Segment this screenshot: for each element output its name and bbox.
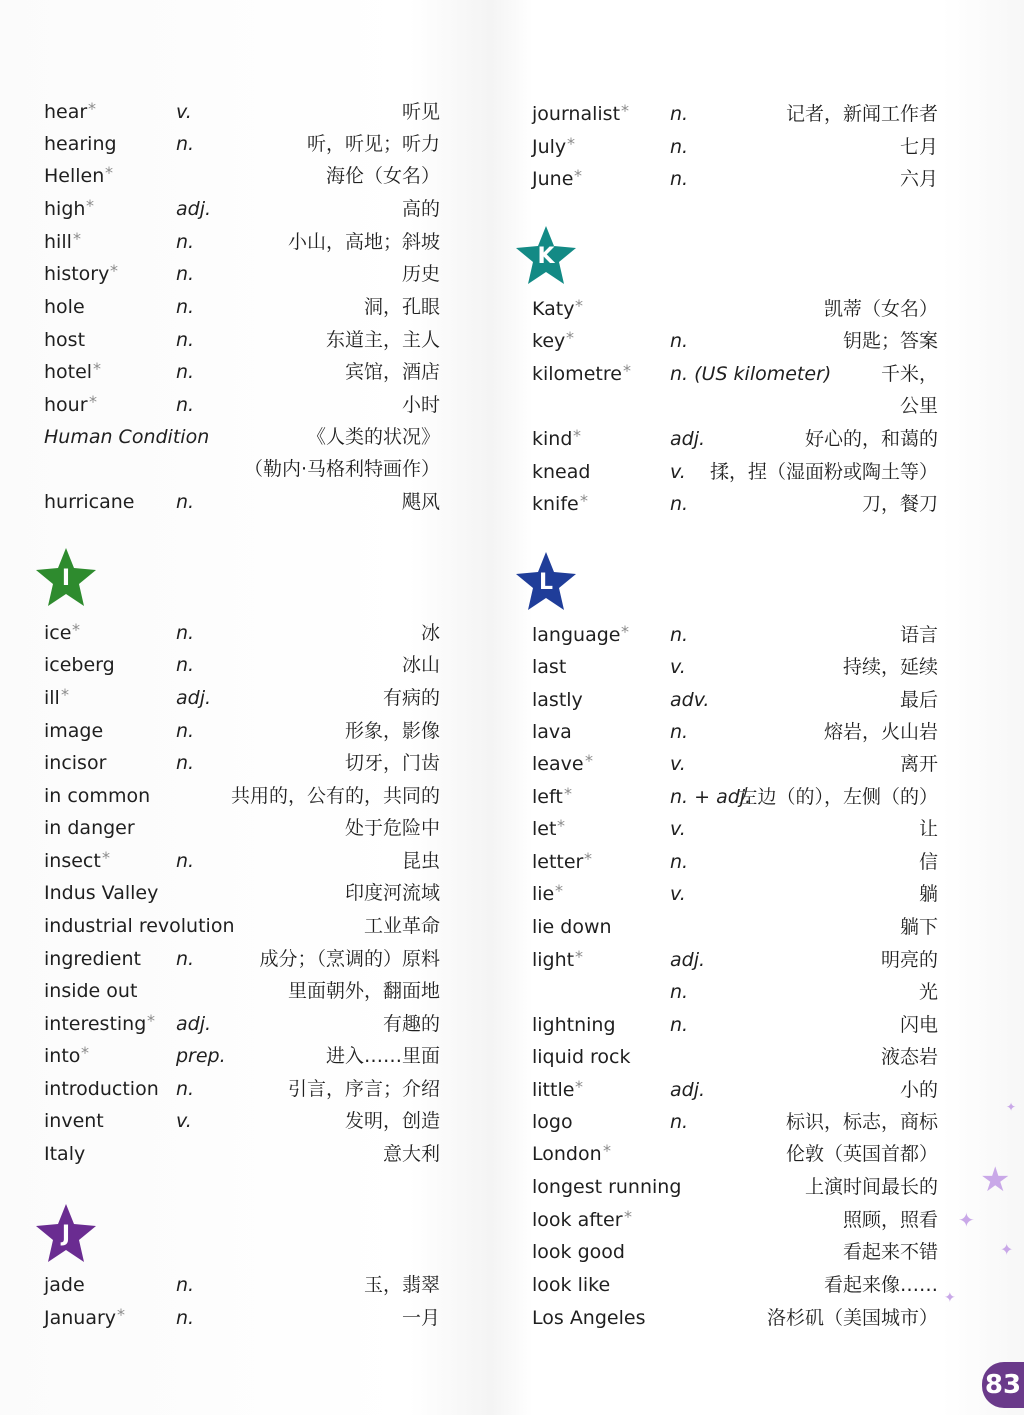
core-word-asterisk: *	[621, 622, 629, 641]
entry-word: July	[532, 136, 567, 158]
glossary-entry	[532, 423, 938, 455]
glossary-entry	[44, 780, 440, 812]
entry-word: hill	[44, 231, 72, 253]
entry-meaning: 飓风	[401, 491, 440, 513]
glossary-entry	[532, 1138, 938, 1170]
entry-meaning: 小的	[899, 1079, 938, 1101]
entry-meaning: 一月	[401, 1307, 440, 1329]
entry-meaning: 冰	[420, 622, 440, 644]
entry-part-of-speech: adj.	[670, 1079, 706, 1101]
glossary-entry	[532, 619, 938, 651]
entry-word: invent	[44, 1110, 104, 1132]
glossary-entry	[532, 781, 938, 813]
entry-meaning: 共用的，公有的，共同的	[230, 785, 440, 807]
entry-word: insect	[44, 850, 101, 872]
entry-part-of-speech: n.	[176, 850, 195, 872]
entry-meaning: 记者，新闻工作者	[785, 103, 938, 125]
glossary-entry	[44, 128, 440, 160]
entry-word: Los Angeles	[532, 1307, 646, 1329]
glossary-entry	[532, 1236, 938, 1268]
entry-word: letter	[532, 851, 584, 873]
entry-meaning: 闪电	[899, 1014, 938, 1036]
section-j-star-icon	[34, 1202, 98, 1266]
core-word-asterisk: *	[564, 784, 572, 803]
core-word-asterisk: *	[117, 1305, 125, 1324]
glossary-entry	[532, 390, 938, 422]
entry-word: in danger	[44, 817, 135, 839]
glossary-entry	[532, 456, 938, 488]
entry-meaning: 六月	[899, 168, 938, 190]
entry-meaning: 工业革命	[363, 915, 440, 937]
entry-word: lightning	[532, 1014, 616, 1036]
entry-part-of-speech: v.	[670, 656, 686, 678]
entry-meaning: 进入……里面	[325, 1045, 440, 1067]
entry-part-of-speech: n.	[176, 263, 195, 285]
core-word-asterisk: *	[81, 1043, 89, 1062]
entry-part-of-speech: v.	[670, 753, 686, 775]
glossary-entry	[44, 1138, 440, 1170]
entry-meaning: 凯蒂（女名）	[823, 298, 938, 320]
entry-meaning: 熔岩，火山岩	[823, 721, 938, 743]
glossary-entry	[532, 651, 938, 683]
entry-meaning: 伦敦（英国首都）	[785, 1143, 938, 1165]
entry-part-of-speech: v.	[670, 818, 686, 840]
entry-word: lie	[532, 883, 555, 905]
glossary-entry	[44, 715, 440, 747]
section-l-letter: L	[538, 570, 554, 595]
glossary-entry	[44, 943, 440, 975]
entry-meaning: 小时	[401, 394, 440, 416]
glossary-entry	[44, 1105, 440, 1137]
glossary-entry	[532, 131, 938, 163]
entry-part-of-speech: n.	[176, 296, 195, 318]
entry-part-of-speech: n.	[176, 329, 195, 351]
entry-meaning: 玉，翡翠	[363, 1274, 440, 1296]
glossary-entry	[44, 812, 440, 844]
entry-meaning: 引言，序言；介绍	[287, 1078, 440, 1100]
entry-meaning: 持续，延续	[842, 656, 938, 678]
core-word-asterisk: *	[102, 848, 110, 867]
entry-meaning: 宾馆，酒店	[344, 361, 440, 383]
glossary-entry	[532, 293, 938, 325]
entry-meaning: 冰山	[401, 654, 440, 676]
glossary-entry	[532, 911, 938, 943]
entry-meaning: 光	[918, 981, 938, 1003]
glossary-entry	[44, 1008, 440, 1040]
entry-meaning: 东道主，主人	[325, 329, 440, 351]
entry-part-of-speech: n.	[176, 720, 195, 742]
entry-meaning: 有病的	[382, 687, 440, 709]
glossary-entry	[532, 163, 938, 195]
entry-part-of-speech: n. + adj.	[670, 786, 752, 808]
entry-part-of-speech: n.	[176, 133, 195, 155]
entry-word: lava	[532, 721, 572, 743]
glossary-entry	[44, 1073, 440, 1105]
entry-part-of-speech: n.	[670, 1014, 689, 1036]
glossary-entry	[532, 488, 938, 520]
entry-word: hour	[44, 394, 88, 416]
glossary-entry	[44, 845, 440, 877]
core-word-asterisk: *	[584, 849, 592, 868]
entry-part-of-speech: n.	[670, 103, 689, 125]
core-word-asterisk: *	[61, 685, 69, 704]
entry-word: light	[532, 949, 575, 971]
core-word-asterisk: *	[580, 491, 588, 510]
entry-word: in common	[44, 785, 151, 807]
entry-meaning: 躺下	[899, 916, 938, 938]
entry-part-of-speech: v.	[176, 1110, 192, 1132]
core-word-asterisk: *	[89, 392, 97, 411]
entry-word: kind	[532, 428, 573, 450]
entry-word: ice	[44, 622, 72, 644]
entry-meaning: 刀，餐刀	[861, 493, 938, 515]
page-number: 83	[982, 1362, 1024, 1408]
core-word-asterisk: *	[624, 1207, 632, 1226]
entry-part-of-speech: n.	[176, 361, 195, 383]
entry-part-of-speech: v.	[670, 883, 686, 905]
entry-part-of-speech: n.	[670, 1111, 689, 1133]
core-word-asterisk: *	[72, 620, 80, 639]
entry-meaning: 处于危险中	[344, 817, 440, 839]
entry-meaning: 意大利	[382, 1143, 440, 1165]
entry-part-of-speech: n.	[670, 330, 689, 352]
sparkle-icon: ✦	[1006, 1100, 1017, 1114]
entry-word: incisor	[44, 752, 107, 774]
entry-word: jade	[44, 1274, 85, 1296]
glossary-entry	[532, 748, 938, 780]
entry-word: January	[44, 1307, 117, 1329]
entry-meaning: 有趣的	[382, 1013, 440, 1035]
glossary-entry	[532, 1041, 938, 1073]
glossary-entry	[44, 649, 440, 681]
glossary-entry	[44, 160, 440, 192]
glossary-entry	[44, 421, 440, 453]
glossary-entry	[44, 453, 440, 485]
entry-word: London	[532, 1143, 602, 1165]
sparkle-icon: ★	[980, 1160, 1011, 1200]
glossary-entry	[532, 1074, 938, 1106]
glossary-entry	[44, 96, 440, 128]
entry-meaning: 钥匙；答案	[842, 330, 938, 352]
glossary-entry	[532, 716, 938, 748]
entry-part-of-speech: n.	[176, 948, 195, 970]
entry-word: hole	[44, 296, 85, 318]
entry-part-of-speech: adj.	[176, 687, 212, 709]
entry-word: hotel	[44, 361, 93, 383]
entry-meaning: 听，听见；听力	[306, 133, 440, 155]
glossary-entry	[44, 1040, 440, 1072]
entry-part-of-speech: n.	[670, 851, 689, 873]
entry-meaning: 照顾，照看	[842, 1209, 938, 1231]
entry-meaning: 明亮的	[880, 949, 938, 971]
entry-part-of-speech: adj.	[176, 1013, 212, 1035]
core-word-asterisk: *	[623, 361, 631, 380]
entry-word: interesting	[44, 1013, 147, 1035]
entry-part-of-speech: adj.	[176, 198, 212, 220]
entry-meaning: 七月	[899, 136, 938, 158]
entry-meaning: 标识，标志，商标	[785, 1111, 938, 1133]
entry-meaning: 历史	[401, 263, 440, 285]
glossary-entry	[532, 1106, 938, 1138]
entry-meaning: 语言	[899, 624, 938, 646]
entry-word: history	[44, 263, 110, 285]
core-word-asterisk: *	[575, 947, 583, 966]
entry-meaning: 液态岩	[880, 1046, 938, 1068]
entry-part-of-speech: n.	[670, 981, 689, 1003]
entry-meaning: 信	[918, 851, 938, 873]
entry-part-of-speech: n.	[670, 624, 689, 646]
section-j-letter: J	[61, 1222, 71, 1247]
entry-meaning: 好心的，和蔼的	[804, 428, 938, 450]
entry-part-of-speech: adj.	[670, 428, 706, 450]
entry-meaning: 最后	[899, 689, 938, 711]
entry-part-of-speech: n. (US kilometer)	[670, 363, 832, 385]
entry-word: Katy	[532, 298, 575, 320]
entry-word: high	[44, 198, 86, 220]
entry-word: hearing	[44, 133, 117, 155]
core-word-asterisk: *	[603, 1141, 611, 1160]
entry-meaning: 左边（的），左侧（的）	[738, 786, 938, 808]
glossary-entry	[532, 846, 938, 878]
glossary-entry	[532, 976, 938, 1008]
glossary-entry	[532, 325, 938, 357]
glossary-entry	[532, 1204, 938, 1236]
glossary-entry	[44, 975, 440, 1007]
entry-word: leave	[532, 753, 584, 775]
entry-meaning: 洞，孔眼	[363, 296, 440, 318]
entry-word: ingredient	[44, 948, 141, 970]
entry-word: key	[532, 330, 566, 352]
core-word-asterisk: *	[93, 359, 101, 378]
entry-word: left	[532, 786, 563, 808]
core-word-asterisk: *	[566, 328, 574, 347]
entry-meaning: 洛杉矶（美国城市）	[766, 1307, 938, 1329]
entry-part-of-speech: n.	[670, 721, 689, 743]
sparkle-icon: ✦	[1000, 1240, 1014, 1259]
entry-meaning: 上演时间最长的	[804, 1176, 938, 1198]
glossary-entry	[532, 878, 938, 910]
entry-meaning: 海伦（女名）	[325, 165, 440, 187]
sparkle-icon: ✦	[944, 1290, 956, 1306]
entry-part-of-speech: n.	[176, 752, 195, 774]
entry-part-of-speech: n.	[176, 491, 195, 513]
entry-word: into	[44, 1045, 81, 1067]
glossary-entry	[532, 1171, 938, 1203]
glossary-entry	[532, 1302, 938, 1334]
glossary-entry	[532, 944, 938, 976]
section-l-star-icon	[514, 550, 578, 614]
core-word-asterisk: *	[574, 166, 582, 185]
entry-part-of-speech: v.	[176, 101, 192, 123]
entry-word: iceberg	[44, 654, 115, 676]
entry-part-of-speech: v.	[670, 461, 686, 483]
entry-part-of-speech: n.	[670, 493, 689, 515]
entry-part-of-speech: n.	[670, 136, 689, 158]
entry-word: logo	[532, 1111, 573, 1133]
glossary-entry	[44, 682, 440, 714]
entry-part-of-speech: n.	[176, 622, 195, 644]
sparkle-icon: ✦	[958, 1208, 975, 1232]
entry-word: look after	[532, 1209, 623, 1231]
core-word-asterisk: *	[585, 751, 593, 770]
glossary-entry	[44, 324, 440, 356]
core-word-asterisk: *	[573, 426, 581, 445]
entry-meaning: 里面朝外，翻面地	[287, 980, 440, 1002]
section-k-star-icon	[514, 224, 578, 288]
entry-word: knead	[532, 461, 591, 483]
glossary-entry	[44, 226, 440, 258]
glossary-entry	[532, 98, 938, 130]
entry-meaning: 千米，	[880, 363, 938, 385]
entry-word: knife	[532, 493, 579, 515]
glossary-entry	[44, 617, 440, 649]
entry-part-of-speech: n.	[176, 394, 195, 416]
core-word-asterisk: *	[567, 134, 575, 153]
glossary-entry	[44, 193, 440, 225]
section-i-letter: I	[61, 566, 71, 591]
core-word-asterisk: *	[88, 99, 96, 118]
entry-word: June	[532, 168, 574, 190]
entry-part-of-speech: n.	[670, 168, 689, 190]
entry-word: longest running	[532, 1176, 682, 1198]
entry-word: industrial revolution	[44, 915, 235, 937]
glossary-entry	[44, 356, 440, 388]
entry-word: Human Condition	[44, 426, 210, 448]
glossary-entry	[44, 747, 440, 779]
core-word-asterisk: *	[86, 196, 94, 215]
core-word-asterisk: *	[621, 101, 629, 120]
entry-part-of-speech: n.	[176, 1307, 195, 1329]
entry-word: Hellen	[44, 165, 105, 187]
glossary-entry	[44, 389, 440, 421]
entry-meaning: 听见	[401, 101, 440, 123]
entry-part-of-speech: adv.	[670, 689, 710, 711]
section-i-star-icon	[34, 546, 98, 610]
entry-meaning: （勒内·马格利特画作）	[243, 458, 440, 480]
core-word-asterisk: *	[73, 229, 81, 248]
entry-word: kilometre	[532, 363, 622, 385]
glossary-entry	[44, 258, 440, 290]
entry-word: hear	[44, 101, 88, 123]
entry-meaning: 离开	[899, 753, 938, 775]
core-word-asterisk: *	[575, 296, 583, 315]
entry-word: look like	[532, 1274, 611, 1296]
core-word-asterisk: *	[575, 1077, 583, 1096]
entry-word: introduction	[44, 1078, 159, 1100]
entry-word: journalist	[532, 103, 621, 125]
entry-part-of-speech: n.	[176, 1078, 195, 1100]
glossary-entry	[44, 291, 440, 323]
glossary-entry	[44, 1302, 440, 1334]
entry-meaning: 高的	[401, 198, 440, 220]
entry-meaning: 昆虫	[401, 850, 440, 872]
entry-meaning: 成分；（烹调的）原料	[259, 948, 440, 970]
entry-meaning: 看起来像……	[823, 1274, 938, 1296]
glossary-entry	[44, 1269, 440, 1301]
glossary-entry	[44, 910, 440, 942]
entry-meaning: 小山，高地；斜坡	[287, 231, 440, 253]
entry-meaning: 发明，创造	[344, 1110, 440, 1132]
entry-meaning: 看起来不错	[842, 1241, 938, 1263]
glossary-entry	[532, 813, 938, 845]
entry-word: language	[532, 624, 621, 646]
entry-meaning: 形象，影像	[344, 720, 440, 742]
glossary-entry	[532, 1009, 938, 1041]
entry-part-of-speech: adj.	[670, 949, 706, 971]
entry-word: let	[532, 818, 557, 840]
entry-word: Indus Valley	[44, 882, 159, 904]
entry-part-of-speech: n.	[176, 654, 195, 676]
entry-part-of-speech: n.	[176, 231, 195, 253]
core-word-asterisk: *	[147, 1011, 155, 1030]
entry-meaning: 躺	[918, 883, 938, 905]
entry-word: image	[44, 720, 104, 742]
entry-meaning: 公里	[899, 395, 938, 417]
entry-part-of-speech: n.	[176, 1274, 195, 1296]
entry-meaning: 让	[918, 818, 938, 840]
entry-meaning: 切牙，门齿	[344, 752, 440, 774]
entry-meaning: 印度河流域	[344, 882, 440, 904]
glossary-entry	[532, 684, 938, 716]
entry-word: Italy	[44, 1143, 86, 1165]
glossary-entry	[44, 877, 440, 909]
section-k-letter: K	[537, 244, 555, 269]
entry-word: look good	[532, 1241, 625, 1263]
glossary-entry	[532, 358, 938, 390]
glossary-entry	[532, 1269, 938, 1301]
entry-word: last	[532, 656, 567, 678]
entry-word: lie down	[532, 916, 612, 938]
entry-word: ill	[44, 687, 60, 709]
entry-word: little	[532, 1079, 575, 1101]
right-column	[488, 0, 958, 1415]
core-word-asterisk: *	[105, 163, 113, 182]
entry-word: hurricane	[44, 491, 135, 513]
entry-part-of-speech: prep.	[176, 1045, 226, 1067]
entry-word: inside out	[44, 980, 138, 1002]
entry-meaning: 揉，捏（湿面粉或陶土等）	[709, 461, 938, 483]
glossary-entry	[44, 486, 440, 518]
entry-word: host	[44, 329, 86, 351]
core-word-asterisk: *	[557, 816, 565, 835]
entry-meaning: 《人类的状况》	[306, 426, 440, 448]
entry-word: lastly	[532, 689, 583, 711]
core-word-asterisk: *	[110, 261, 118, 280]
core-word-asterisk: *	[555, 881, 563, 900]
entry-word: liquid rock	[532, 1046, 631, 1068]
